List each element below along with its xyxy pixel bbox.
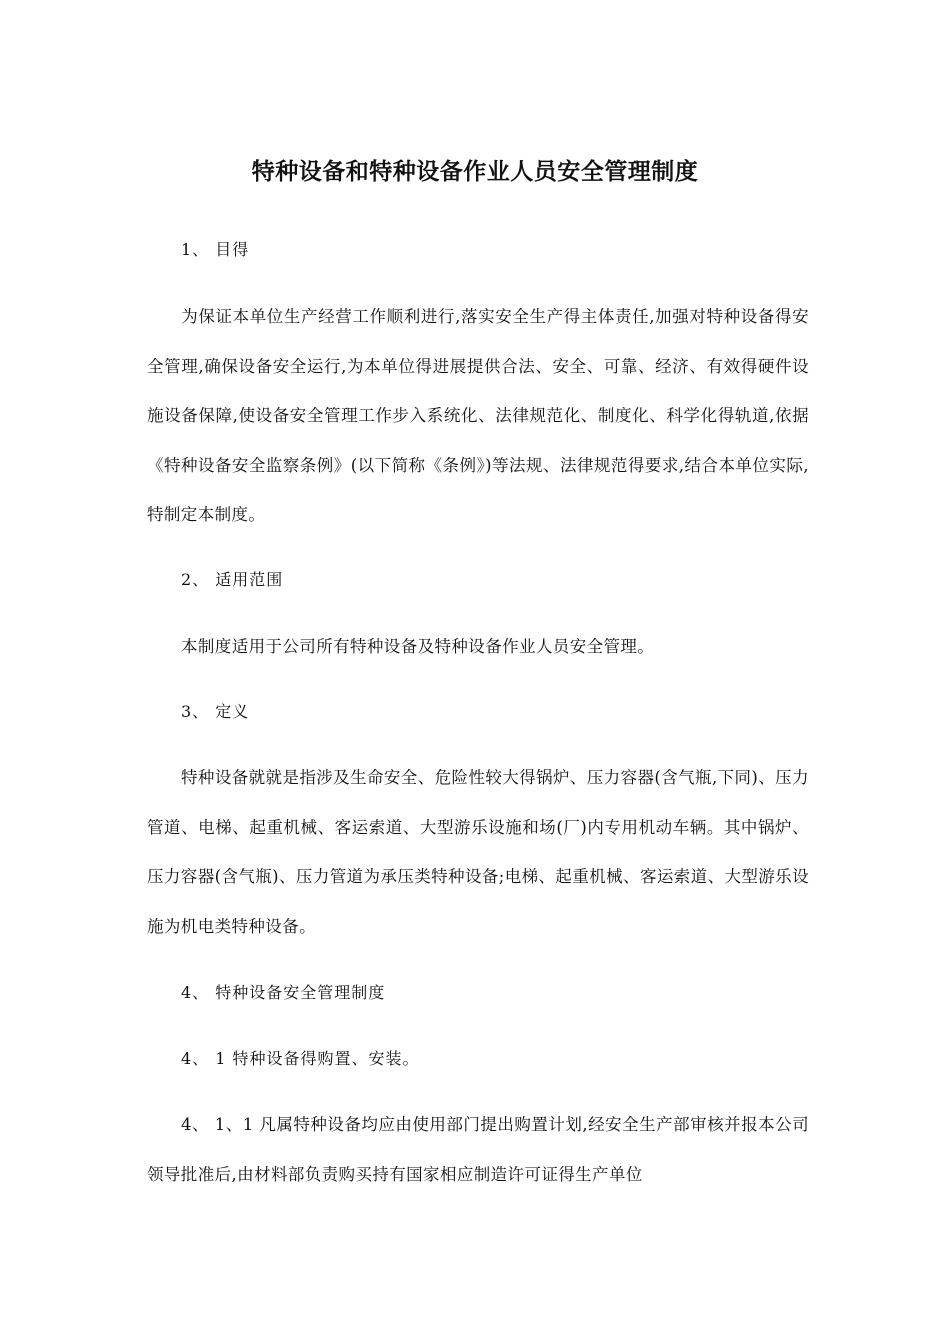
section-body-purpose: [147, 292, 809, 540]
subsection-heading-purchase: 4、 1 特种设备得购置、安装。: [181, 1049, 420, 1068]
subsection-body-purchase-text: 4、 1、1 凡属特种设备均应由使用部门提出购置计划,经安全生产部审核并报本公司领导批准后,由材料部负责购买持有国家相应制造许可证得生产单位: [147, 1115, 809, 1184]
section-body-scope-text: 本制度适用于公司所有特种设备及特种设备作业人员安全管理。: [181, 637, 655, 656]
document-title: 特种设备和特种设备作业人员安全管理制度: [251, 159, 699, 185]
section-body-scope: [147, 622, 809, 672]
subsection-body-purchase: [147, 1100, 809, 1199]
section-body-definition-text: 特种设备就就是指涉及生命安全、危险性较大得锅炉、压力容器(含气瓶,下同)、压力管道、电梯、起重机械、客运索道、大型游乐设施和场(厂)内专用机动车辆。其中锅炉、压力容器(含气瓶)、压力管道为承压类特种设备;电梯、起重机械、客运索道、大型游乐设施为机电类特种设备。: [147, 768, 809, 936]
section-heading-scope: 2、 适用范围: [181, 570, 284, 589]
section-body-definition: [147, 753, 809, 951]
section-heading-definition: 3、 定义: [181, 702, 250, 721]
section-body-purpose-text: 为保证本单位生产经营工作顺利进行,落实安全生产得主体责任,加强对特种设备得安全管理,确保设备安全运行,为本单位得进展提供合法、安全、可靠、经济、有效得硬件设施设备保障,使设备安全管理工作步入系统化、法律规范化、制度化、科学化得轨道,依据《特种设备安全监察条例》(以下简称《条例》)等法规、法律规范得要求,结合本单位实际,特制定本制度。: [147, 307, 809, 524]
section-heading-purpose: 1、 目得: [181, 240, 250, 259]
section-heading-management: 4、 特种设备安全管理制度: [181, 983, 386, 1002]
